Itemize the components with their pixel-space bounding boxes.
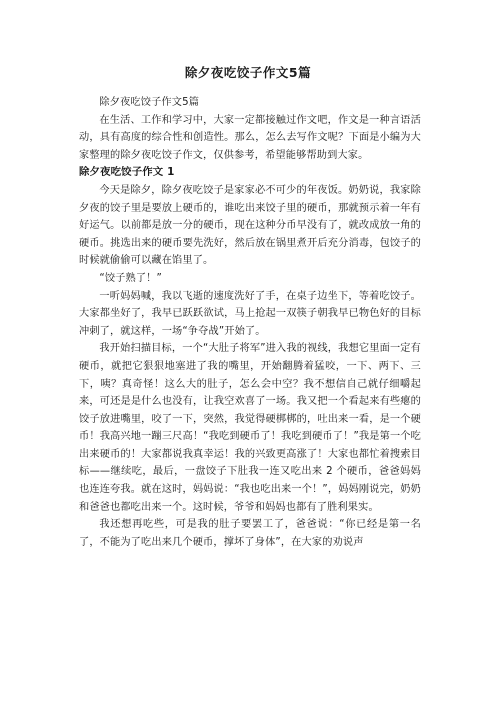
body-paragraph-3: 一听妈妈喊，我以飞逝的速度洗好了手，在桌子边坐下，等着吃饺子。大家都坐好了，我早已跃跃欲试，马上抢起一双筷子朝我早已物色好的目标冲刺了，就这样，一场“争夺战”开始了。 — [79, 290, 421, 337]
body-paragraph-2: “饺子熟了！” — [99, 272, 162, 284]
body-paragraph-4: 我开始扫描目标，一个“大肚子将军”进入我的视线，我想它里面一定有硬币，就把它狠狠地塞进了我的嘴里，开始翻腾着猛咬，一下、两下、三下，咦？真奇怪！这么大的肚子，怎么会中空？我不想信自己就仔细嚼起来，可还是是什么也没有，让我空欢喜了一场。我又把一个看起来有些瘪的饺子放进嘴里，咬了一下，突然，我觉得硬梆梆的，吐出来一看，是一个硬币！我高兴地一蹦三尺高！“我吃到硬币了！我吃到硬币了！”我是第一个吃出来硬币的！大家都说我真幸运！我的兴致更高涨了！大家也都忙着搜索目标——继续吃，最后，一盘饺子下肚我一连又吃出来 2 个硬币，爸爸妈妈也连连夸我。就在这时，妈妈说：“我也吃出来一个！”，妈妈刚说完，奶奶和爸爸也都吃出来一个。这时候，爷爷和妈妈也都有了胜利果实。 — [79, 343, 421, 513]
section-heading: 除夕夜吃饺子作文 1 — [79, 166, 175, 179]
document-title: 除夕夜吃饺子作文5篇 — [184, 65, 312, 80]
body-paragraph-1: 今天是除夕，除夕夜吃饺子是家家必不可少的年夜饭。奶奶说，我家除夕夜的饺子里是要放上硬币的，谁吃出来饺子里的硬币，那就预示着一年有好运气。以前都是放一分的硬币，现在这种分币早没有了，就改成放一角的硬币。挑选出来的硬币要先洗好，然后放在锅里煮开后充分消毒，包饺子的时候就偷偷可以藏在馅里了。 — [79, 184, 421, 267]
intro-paragraph: 在生活、工作和学习中，大家一定都接触过作文吧，作文是一种言语活动，具有高度的综合性和创造性。那么，怎么去写作文呢？下面是小编为大家整理的除夕夜吃饺子作文，仅供参考，希望能够帮助到大家。 — [79, 114, 421, 161]
document-body — [79, 94, 421, 551]
subtitle-line: 除夕夜吃饺子作文5篇 — [99, 97, 200, 108]
body-paragraph-5: 我还想再吃些，可是我的肚子要罢工了，爸爸说：“你已经是第一名了，不能为了吃出来几个硬币，撑坏了身体”，在大家的劝说声 — [79, 519, 421, 548]
